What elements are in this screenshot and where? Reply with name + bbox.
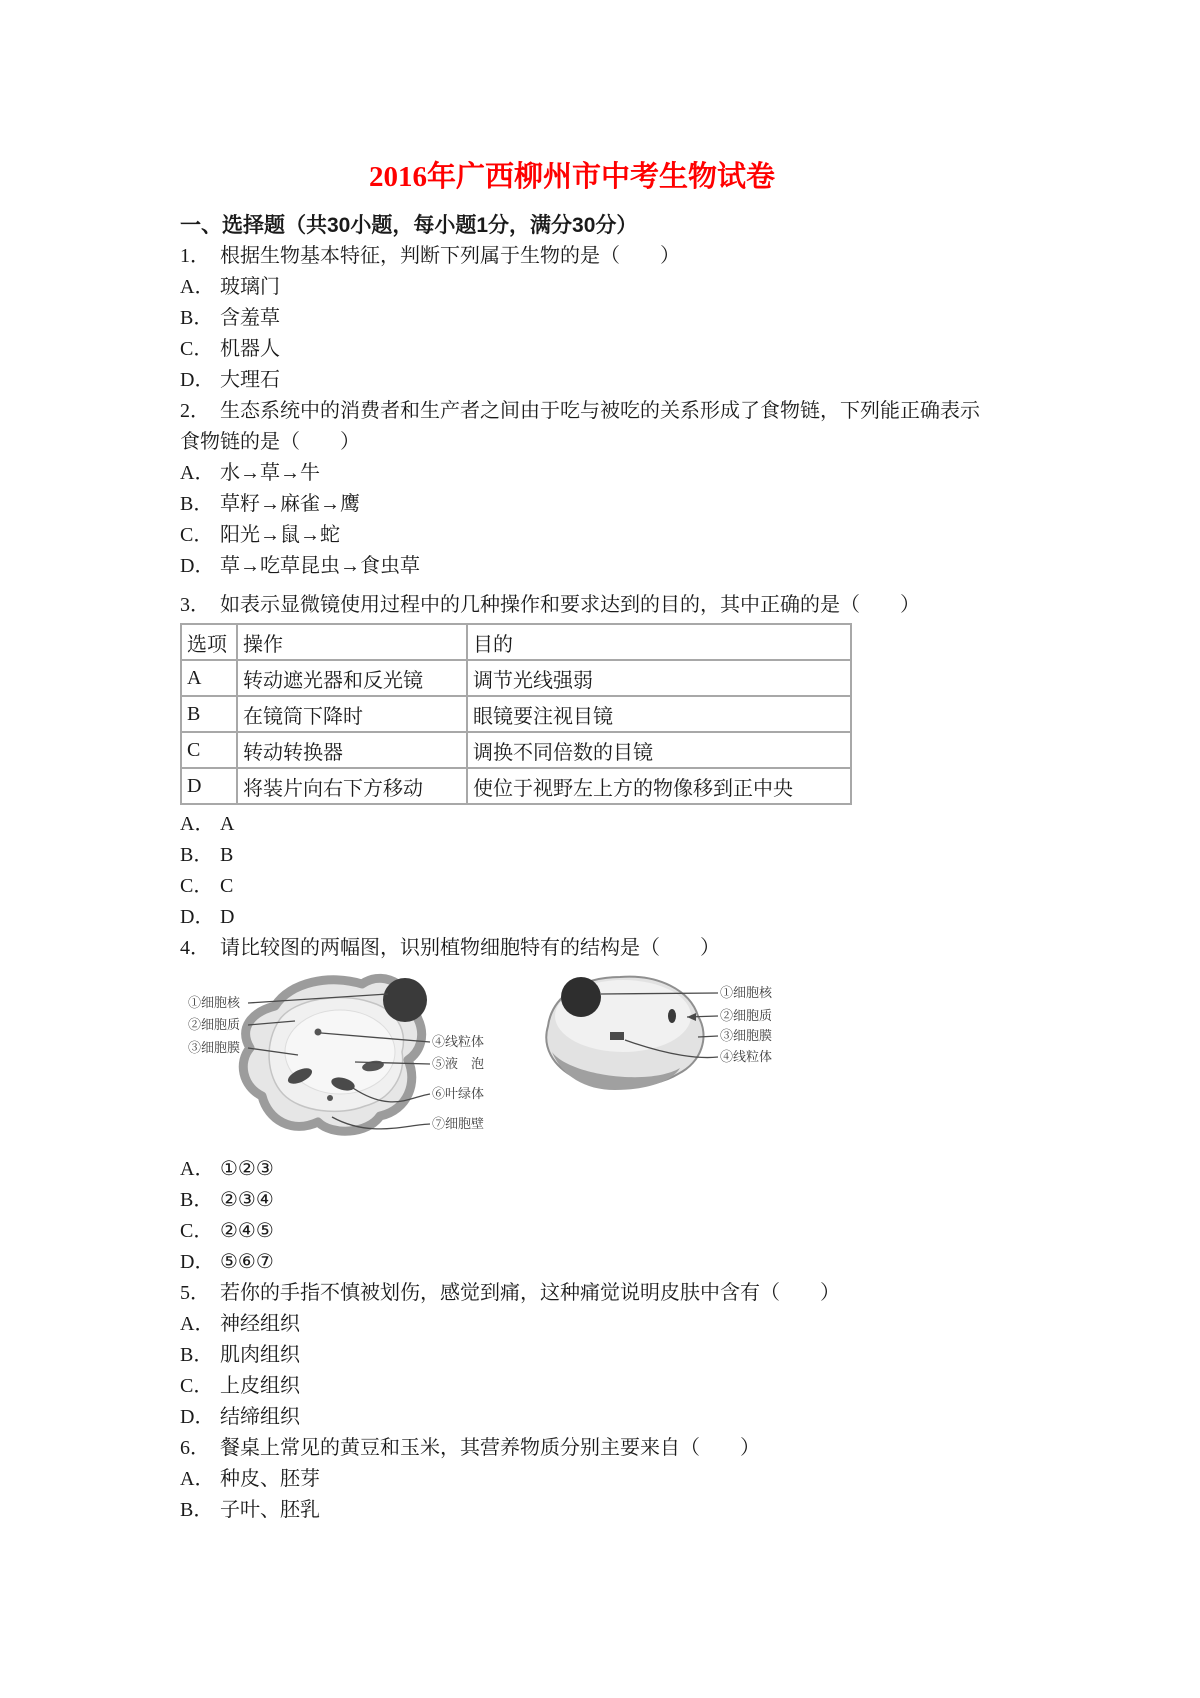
option-label: B． [180, 1189, 214, 1211]
option-text: 肌肉组织 [220, 1344, 300, 1366]
table-cell: 在镜筒下降时 [237, 696, 467, 732]
option-label: A． [180, 462, 215, 484]
option-text: 结缔组织 [220, 1406, 300, 1428]
organelle [668, 1009, 676, 1023]
option-text: 阳光→鼠→蛇 [220, 524, 340, 546]
q2-option-a [180, 458, 1030, 489]
option-text: 大理石 [220, 369, 280, 391]
option-text: C [220, 875, 234, 897]
question-2-text: 生态系统中的消费者和生产者之间由于吃与被吃的关系形成了食物链，下列能正确表示 [220, 400, 980, 422]
figure-label-mitochondria: ④线粒体 [432, 1034, 485, 1049]
option-text: 玻璃门 [220, 276, 280, 298]
question-1-number: 1． [180, 245, 210, 267]
figure-label-nucleus: ①细胞核 [188, 995, 241, 1010]
table-row [181, 768, 851, 804]
option-text: 草籽→麻雀→鹰 [220, 493, 360, 515]
option-label: B． [180, 1344, 214, 1366]
table-cell: B [181, 696, 237, 732]
option-label: D． [180, 906, 215, 928]
question-5-number: 5． [180, 1282, 210, 1304]
table-header-row [181, 624, 851, 660]
table-cell: A [181, 660, 237, 696]
q4-option-b [180, 1185, 1030, 1216]
question-2-stem [180, 396, 1030, 427]
q5-option-a [180, 1309, 1030, 1340]
q1-option-a [180, 272, 1030, 303]
option-label: D． [180, 1251, 215, 1273]
q6-option-a [180, 1464, 1030, 1495]
option-text: B [220, 844, 234, 866]
option-text: 子叶、胚乳 [220, 1499, 320, 1521]
option-label: D． [180, 369, 215, 391]
option-label: A． [180, 276, 215, 298]
q5-option-c [180, 1371, 1030, 1402]
figure-label-cell-wall: ⑦细胞壁 [432, 1116, 485, 1131]
option-label: A． [180, 1158, 215, 1180]
table-cell: 转动转换器 [237, 732, 467, 768]
option-text: 含羞草 [220, 307, 280, 329]
option-text: 草→吃草昆虫→食虫草 [220, 555, 420, 577]
microscope-operations-table [180, 623, 852, 805]
figure-label-nucleus: ①细胞核 [720, 985, 773, 1000]
option-label: C． [180, 338, 214, 360]
mitochondrion [610, 1032, 624, 1040]
option-label: D． [180, 555, 215, 577]
question-6-stem [180, 1433, 1030, 1464]
table-cell: 使位于视野左上方的物像移到正中央 [467, 768, 851, 804]
option-label: C． [180, 1220, 214, 1242]
q2-option-b [180, 489, 1030, 520]
table-header-cell: 操作 [237, 624, 467, 660]
option-label: C． [180, 875, 214, 897]
figure-label-membrane: ③细胞膜 [188, 1040, 241, 1055]
figure-label-vacuole: ⑤液 泡 [432, 1056, 485, 1071]
table-cell: 将装片向右下方移动 [237, 768, 467, 804]
figure-label-chloroplast: ⑥叶绿体 [432, 1086, 485, 1101]
q3-option-a [180, 809, 1030, 840]
option-text: A [220, 813, 235, 835]
option-text: ⑤⑥⑦ [220, 1251, 274, 1273]
question-6-text: 餐桌上常见的黄豆和玉米，其营养物质分别主要来自（ ） [220, 1437, 760, 1459]
plant-cell-figure [188, 978, 484, 1131]
table-cell: 眼镜要注视目镜 [467, 696, 851, 732]
q4-option-c [180, 1216, 1030, 1247]
question-3-stem [180, 590, 1030, 621]
question-1-text: 根据生物基本特征，判断下列属于生物的是（ ） [220, 245, 680, 267]
table-cell: 转动遮光器和反光镜 [237, 660, 467, 696]
q4-option-d [180, 1247, 1030, 1278]
option-text: D [220, 906, 235, 928]
q3-option-c [180, 871, 1030, 902]
section-heading: 一、选择题（共30小题，每小题1分，满分30分） [180, 214, 638, 237]
option-label: C． [180, 1375, 214, 1397]
q4-option-a [180, 1154, 1030, 1185]
mitochondrion [315, 1029, 322, 1036]
option-label: D． [180, 1406, 215, 1428]
q5-option-b [180, 1340, 1030, 1371]
q1-option-d [180, 365, 1030, 396]
option-text: ①②③ [220, 1158, 274, 1180]
table-cell: 调节光线强弱 [467, 660, 851, 696]
table-cell: C [181, 732, 237, 768]
q6-option-b [180, 1495, 1030, 1526]
option-text: 机器人 [220, 338, 280, 360]
table-cell: D [181, 768, 237, 804]
question-3-number: 3． [180, 594, 210, 616]
option-text: 神经组织 [220, 1313, 300, 1335]
option-label: B． [180, 307, 214, 329]
question-5-stem [180, 1278, 1030, 1309]
question-4-stem [180, 933, 1030, 964]
table-row [181, 696, 851, 732]
figure-label-mitochondria: ④线粒体 [720, 1049, 773, 1064]
q5-option-d [180, 1402, 1030, 1433]
table-row [181, 660, 851, 696]
question-5-text: 若你的手指不慎被划伤，感觉到痛，这种痛觉说明皮肤中含有（ ） [220, 1282, 840, 1304]
option-label: A． [180, 1313, 215, 1335]
q2-option-d [180, 551, 1030, 582]
page-title: 2016年广西柳州市中考生物试卷 [368, 161, 775, 193]
table-header-cell: 选项 [181, 624, 237, 660]
mitochondrion [327, 1095, 333, 1101]
cells-figure-svg [180, 964, 830, 1154]
option-label: C． [180, 524, 214, 546]
option-label: B． [180, 1499, 214, 1521]
q1-option-b [180, 303, 1030, 334]
option-text: 水→草→牛 [220, 462, 320, 484]
option-text: 种皮、胚芽 [220, 1468, 320, 1490]
figure-label-cytoplasm: ②细胞质 [188, 1017, 241, 1032]
q2-option-c [180, 520, 1030, 551]
table-header-cell: 目的 [467, 624, 851, 660]
option-label: A． [180, 813, 215, 835]
figure-label-membrane: ③细胞膜 [720, 1028, 773, 1043]
question-4-number: 4． [180, 937, 210, 959]
q3-option-d [180, 902, 1030, 933]
option-text: ②③④ [220, 1189, 274, 1211]
cell-comparison-figure [180, 964, 1030, 1154]
question-2-stem-cont: 食物链的是（ ） [180, 431, 360, 453]
figure-label-cytoplasm: ②细胞质 [720, 1008, 773, 1023]
option-text: ②④⑤ [220, 1220, 274, 1242]
animal-cell-figure [546, 977, 773, 1090]
animal-cell-nucleus [561, 977, 601, 1017]
option-text: 上皮组织 [220, 1375, 300, 1397]
question-1-stem [180, 241, 1030, 272]
table-row [181, 732, 851, 768]
question-2-number: 2． [180, 400, 210, 422]
q1-option-c [180, 334, 1030, 365]
question-6-number: 6． [180, 1437, 210, 1459]
question-4-text: 请比较图的两幅图，识别植物细胞特有的结构是（ ） [220, 937, 720, 959]
question-3-text: 如表示显微镜使用过程中的几种操作和要求达到的目的，其中正确的是（ ） [220, 594, 920, 616]
plant-cell-nucleus [383, 978, 427, 1022]
option-label: B． [180, 844, 214, 866]
option-label: B． [180, 493, 214, 515]
q3-option-b [180, 840, 1030, 871]
option-label: A． [180, 1468, 215, 1490]
table-cell: 调换不同倍数的目镜 [467, 732, 851, 768]
